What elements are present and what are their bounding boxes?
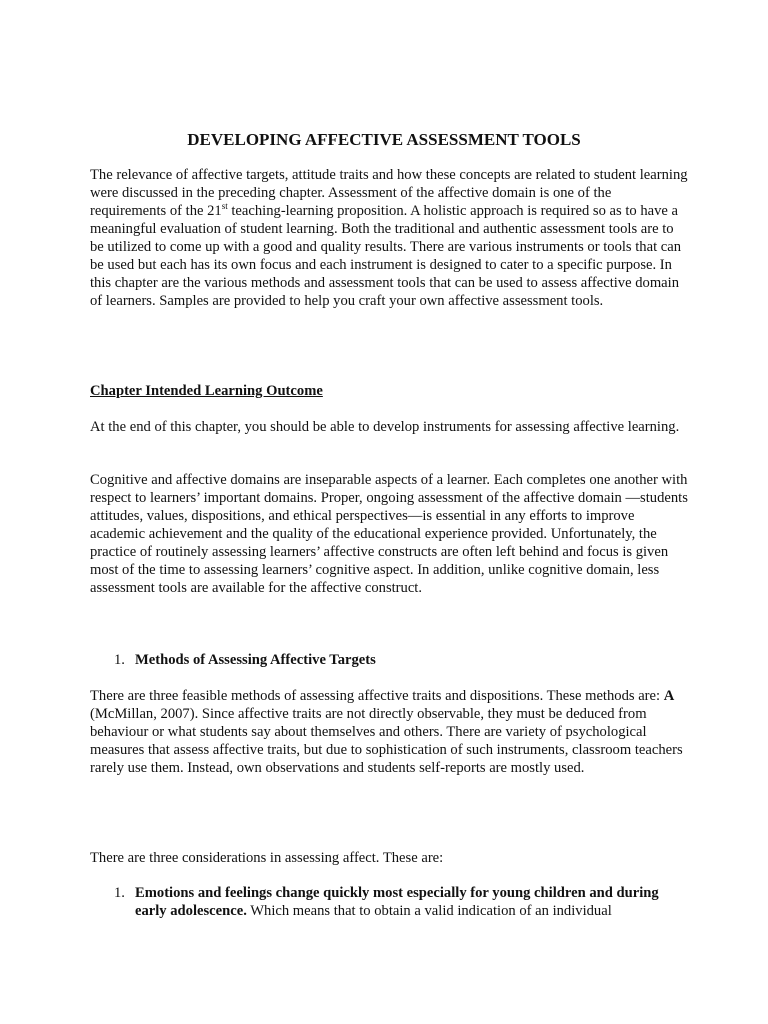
intro-paragraph — [90, 166, 690, 310]
methods-paragraph — [90, 687, 690, 777]
methods-text-start: There are three feasible methods of assessing affective traits and dispositions. These methods are: — [90, 688, 664, 704]
consideration-rest-text: Which means that to obtain a valid indication of an individual — [246, 903, 612, 919]
outcome-heading: Chapter Intended Learning Outcome — [90, 383, 323, 399]
consideration-body — [135, 884, 690, 920]
domains-paragraph: Cognitive and affective domains are inseparable aspects of a learner. Each completes one another with respect to learners’ important domains. Proper, ongoing assessment of the affective domain —students attitudes, values, dispositions, and ethical perspectives—is essential in any efforts to improve academic achievement and the quality of the educational experience provided. Unfortunately, the practice of routinely assessing learners’ affective constructs are often left behind and focus is given most of the time to assessing learners’ cognitive aspect. In addition, unlike cognitive domain, less assessment tools are available for the affective construct. — [90, 472, 688, 596]
considerations-intro: There are three considerations in assessing affect. These are: — [90, 850, 444, 866]
intro-text-end: teaching-learning proposition. A holistic approach is required so as to have a meaningful evaluation of student learning. Both the traditional and authentic assessment tools are to be utilized to come up with a good and quality results. There are various instruments or tools that can be used but each has its own focus and each instrument is designed to cater to a specific purpose. In this chapter are the various methods and assessment tools that can be used to assess affective domain of learners. Samples are provided to help you craft your own affective assessment tools. — [90, 203, 682, 309]
methods-bold-letter: A — [663, 688, 675, 704]
section-heading-text: Methods of Assessing Affective Targets — [135, 652, 376, 668]
consideration-bold-text: Emotions and feelings change quickly most especially for young children and during early adolescence. — [135, 885, 659, 919]
section-number: 1. — [114, 652, 125, 668]
outcome-paragraph: At the end of this chapter, you should be able to develop instruments for assessing affective learning. — [90, 419, 680, 435]
list-number: 1. — [114, 885, 125, 901]
methods-text-end: (McMillan, 2007). Since affective traits are not directly observable, they must be deduced from behaviour or what students say about themselves and others. There are variety of psychological measures that assess affective traits, but due to sophistication of such instruments, classroom teachers rarely use them. Instead, own observations and students self-reports are mostly used. — [90, 706, 683, 776]
intro-text-start: The relevance of affective targets, attitude traits and how these concepts are related to student learning were discussed in the preceding chapter. Assessment of the affective domain is one of the requirements of the 21 — [90, 167, 688, 219]
intro-superscript: st — [221, 201, 228, 211]
document-title: DEVELOPING AFFECTIVE ASSESSMENT TOOLS — [187, 130, 581, 149]
